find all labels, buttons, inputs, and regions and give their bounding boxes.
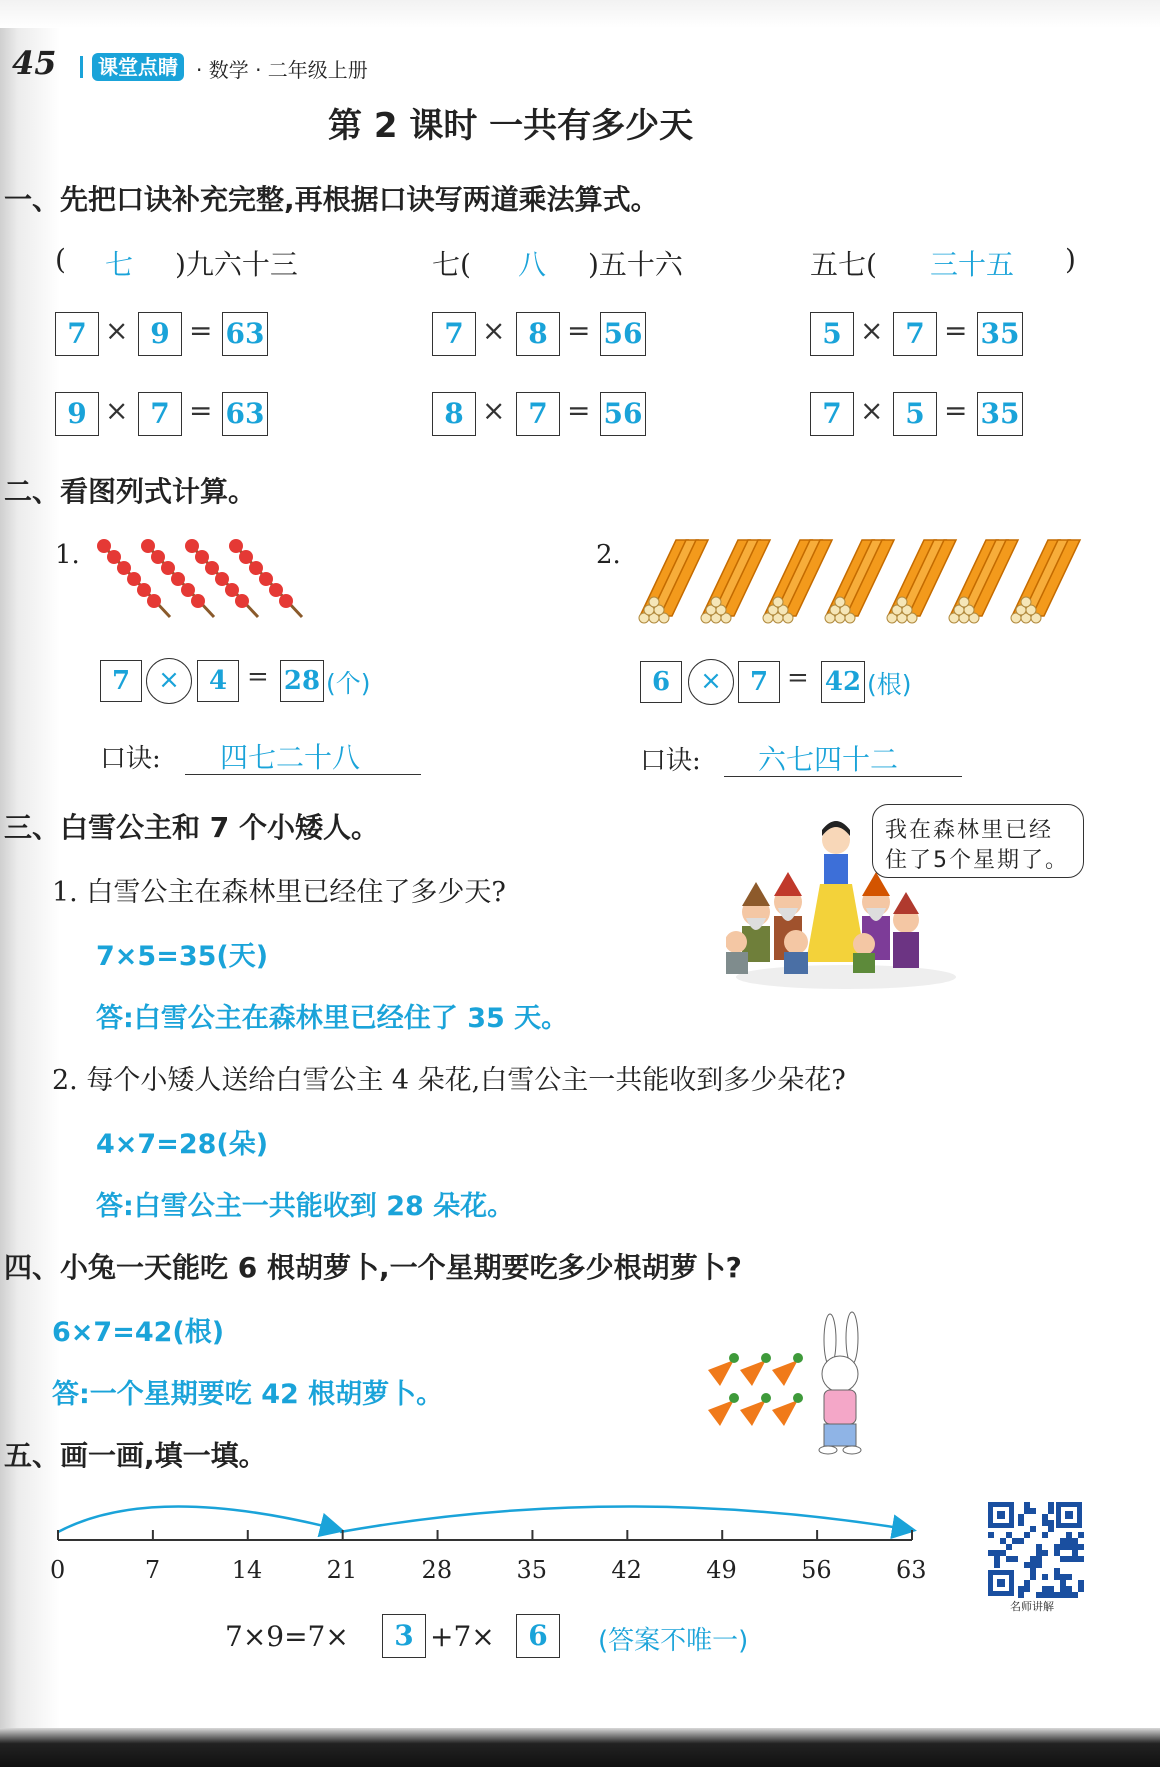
header-subtitle: · 数学 · 二年级上册 [196,58,368,82]
decomp-mid: +7× [430,1620,495,1653]
answer-box: 28 [280,660,324,702]
answer-box: 35 [977,312,1023,356]
jump-arc-2 [340,1506,912,1532]
section2-heading: 二、看图列式计算。 [4,475,257,508]
answer-box: 3 [382,1614,426,1658]
chant-answer: 四七二十八 [220,741,361,774]
section1-heading: 一、先把口诀补充完整,再根据口诀写两道乘法算式。 [4,183,659,216]
answer-expression: 7×5=35(天) [96,941,269,972]
header-badge: 课堂点睛 [92,53,184,81]
header-divider [80,56,83,78]
speech-bubble: 我在森林里已经 住了5个星期了。 [872,804,1084,878]
answer-box: 8 [516,312,560,356]
tick-label: 42 [611,1556,642,1584]
page-title: 第 2 课时 一共有多少天 [328,106,694,146]
answer-box: 5 [893,392,937,436]
answer-box: 4 [197,660,239,702]
top-shadow [0,0,1160,28]
section5-heading: 五、画一画,填一填。 [4,1439,267,1472]
tick-label: 49 [706,1556,737,1584]
answer-box: 5 [810,312,854,356]
answer-expression: 6×7=42(根) [52,1317,225,1348]
answer-box: 6 [640,661,682,703]
question-2: 2. 每个小矮人送给白雪公主 4 朵花,白雪公主一共能收到多少朵花? [52,1065,846,1096]
answer-box: 7 [432,312,476,356]
number-line [40,1490,940,1560]
rabbit-carrots-illustration [700,1310,900,1460]
answer-box: 9 [138,312,182,356]
sticks-bundles-illustration [636,534,1086,632]
chant-answer: 八 [518,248,547,281]
answer-box: 63 [222,312,268,356]
answer-box: 7 [138,392,182,436]
decomp-prefix: 7×9=7× [225,1620,349,1653]
jump-arc-1 [58,1506,340,1532]
answer-note: (答案不唯一) [598,1626,749,1656]
answer-box: 35 [977,392,1023,436]
page: 45 课堂点睛 · 数学 · 二年级上册 第 2 课时 一共有多少天 一、先把口诀补充完整,再根据口诀写两道乘法算式。 ( 七 )九六十三 七( 八 )五十六 五七( 三十五 ) 7 × 9 = 63 7 × 8 = 56 5 × 7 = 35 9 × 7 = 63 8 × 7 = 56 7 × 5 = 35 二、看图列式计算。 1. 7 × 4 = 28 (个) 口诀: 四七二十八 2. 6 × 7 = 42 (根) 口诀: 六七四十二 三、白雪公主和 7 个小矮人。 我在森林里已经 住了5个星期了。 1. 白雪公主在森林里已经住了多少天? 7×5=35(天) 答:白雪公主在森林里已经住了 35 天。 2. 每个小矮人送给白雪公主 4 朵花,白雪公主一共能收到多少朵花? 4×7=28(朵) 答:白雪公主一共能收到 28 朵花。 四、小兔一天能吃 6 根胡萝卜,一个星期要吃多少根胡萝卜? 6×7=42(根) 答:一个星期要吃 42 根胡萝卜。 五、画一画,填一填。 0 7 14 21 28 35 42 49 56 63 7×9=7× 3 +7× 6 (答案不唯一) 名师讲解 [0,0,1160,1767]
page-number: 45 [12,44,57,82]
bottom-edge [0,1728,1160,1767]
answer-sentence: 答:白雪公主在森林里已经住了 35 天。 [96,1003,569,1034]
tick-label: 35 [516,1556,547,1584]
chant-label: 口诀: [100,744,161,774]
tick-label: 21 [326,1556,358,1584]
answer-box: 8 [432,392,476,436]
question-1: 1. 白雪公主在森林里已经住了多少天? [52,877,506,908]
qr-code[interactable] [986,1500,1084,1598]
tick-label: 28 [421,1556,453,1584]
tick-label: 63 [896,1556,927,1584]
operator-circle: × [688,659,734,705]
answer-box: 7 [738,661,780,703]
answer-box: 42 [821,661,865,703]
chant-answer: 七 [105,248,134,281]
section4-heading: 四、小兔一天能吃 6 根胡萝卜,一个星期要吃多少根胡萝卜? [4,1251,742,1284]
chant-label: 口诀: [640,746,701,776]
chant-answer: 六七四十二 [758,743,899,776]
tick-label: 7 [144,1556,161,1584]
tick-label: 56 [801,1556,832,1584]
unit: (个) [326,669,371,698]
tick-label: 14 [231,1556,263,1584]
tick-label: 0 [50,1556,66,1584]
chant-answer: 三十五 [930,248,1015,281]
answer-box: 7 [516,392,560,436]
answer-expression: 4×7=28(朵) [96,1129,269,1160]
answer-box: 56 [600,392,646,436]
operator-circle: × [146,658,192,704]
unit: (根) [867,670,912,699]
item-number: 1. [55,540,80,570]
answer-box: 7 [810,392,854,436]
answer-box: 7 [893,312,937,356]
answer-sentence: 答:白雪公主一共能收到 28 朵花。 [96,1191,515,1222]
candied-haws-illustration [92,532,332,622]
answer-sentence: 答:一个星期要吃 42 根胡萝卜。 [52,1379,444,1410]
answer-box: 9 [55,392,99,436]
answer-box: 63 [222,392,268,436]
answer-box: 6 [516,1614,560,1658]
answer-box: 56 [600,312,646,356]
item-number: 2. [596,540,621,570]
qr-label: 名师讲解 [1010,1600,1054,1613]
section3-heading: 三、白雪公主和 7 个小矮人。 [4,811,379,844]
answer-box: 7 [55,312,99,356]
answer-box: 7 [100,660,142,702]
